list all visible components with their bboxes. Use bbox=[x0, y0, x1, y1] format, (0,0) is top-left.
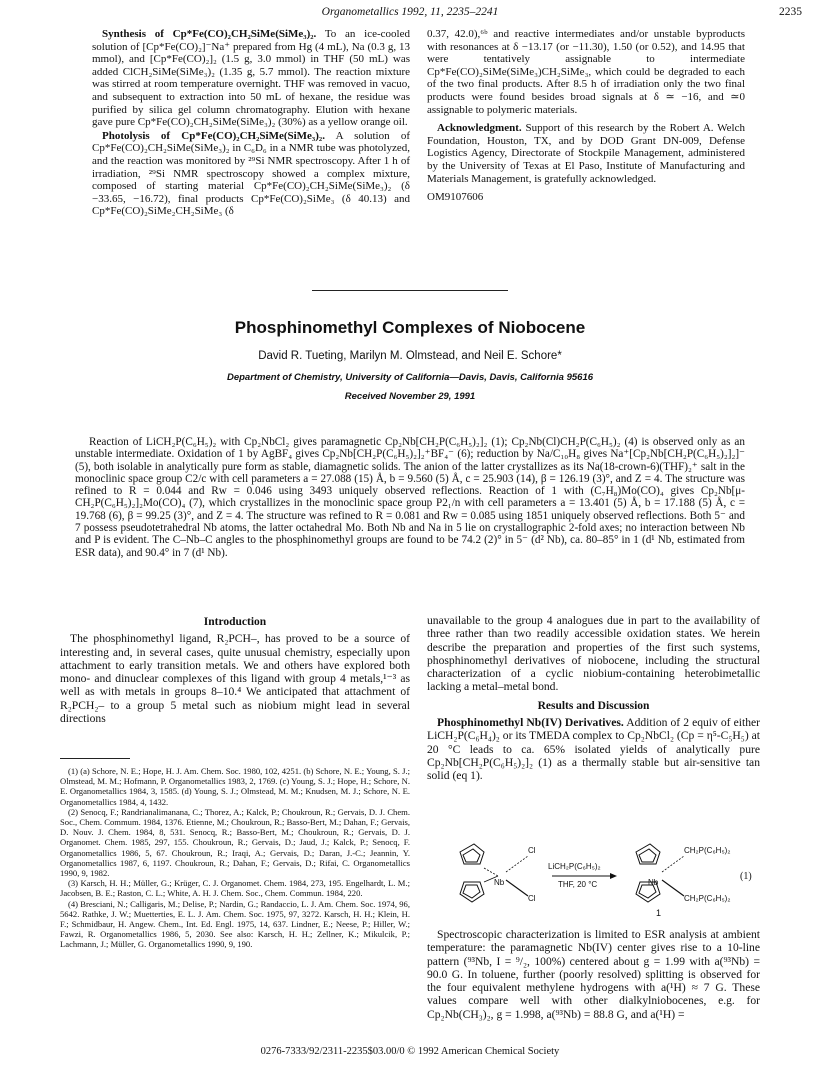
article-affiliation: Department of Chemistry, University of California—Davis, Davis, California 95616 bbox=[226, 372, 594, 383]
journal-citation: Organometallics 1992, 11, 2235–2241 bbox=[321, 6, 499, 18]
conditions-label: THF, 20 °C bbox=[558, 880, 598, 889]
equation-number: (1) bbox=[740, 871, 752, 882]
abstract-text: Reaction of LiCH₂P(C₆H₅)₂ with Cp₂NbCl₂ gives paramagnetic Cp₂Nb[CH₂P(C₆H₅)₂]₂ (1); Cp₂Nb(Cl)CH₂P(C₆H₅)₂ (4) is observed only as an unstable intermediate. Oxidation of 1 by AgBF₄ gives Cp₂Nb[CH₂P(C₆H₅)₂]₂⁺BF₄⁻ (6); reduction by Na/C₁₀H₈ gives Na⁺[Cp₂Nb[CH₂P(C₆H₅)₂]₂]⁻ (5), both isolable in analytically pure form as stable, diamagnetic solids. The anion of the latter crystallizes as its Na(18-crown-6)(THF)₂⁺ salt in the monoclinic space group C2/c with cell parameters a = 27.088 (15) Å, b = 9.560 (5) Å, c = 25.903 (14), β = 126.19 (3)°, and Z = 4. The structure was refined to R = 0.044 and Rw = 0.046 using 3493 uniquely observed reflections. Reaction of 1 with (C₇H₈)Mo(CO)₄ gives Cp₂Nb[μ-CH₂P(C₆H₅)₂]₂Mo(CO)₄ (7), which crystallizes in the monoclinic space group P2₁/n with cell parameters a = 13.401 (5) Å, b = 17.188 (5) Å, c = 19.768 (6), β = 99.25 (3)°, and Z = 4. The structure was refined to R = 0.081 and Rw = 0.085 using 1851 uniquely observed reflections. Both 5⁻ and 7 possess pseudotetrahedral Nb atoms, the latter octahedral Mo. Both Nb and Na in 5 lie on crystallographic 2-fold axes; no interaction between Nb and P is evident. The C–Nb–C angles to the phosphinomethyl groups are found to be 74.2 (2)° in 5⁻ (d² Nb), ca. 80–85° in 1 (d¹ Nb, estimated from ESR data), and 90.4° in 7 (d¹ Nb). bbox=[75, 436, 745, 559]
compound-number: 1 bbox=[656, 908, 662, 918]
introduction-heading: Introduction bbox=[203, 616, 267, 628]
reaction-scheme bbox=[440, 838, 760, 920]
footnote: (2) Senocq, F.; Randrianalimanana, C.; Thorez, A.; Kalck, P.; Choukroun, R.; Gervais, D. J. Chem. Soc., Chem. Commum. 1984, 1376. Etienne, M.; Choukroun, R.; Basso-Bert, M.; Dahan, F.; Gervais, D. Nouv. J. Chem. 1984, 8, 531. Senocq, R.; Basso-Bert, M.; Choukroun, R.; Gervais, D. J. Organomet. Chem. 1985, 297, 155. Choukroun, R.; Gervais, D.; Jaud, J.; Kalck, P.; Senocq, F. Organometallics 1986, 5, 67. Choukroun, R.; Iraqi, A.; Gervais, D.; Daran, J.-C.; Jeannin, Y. Organometallics 1987, 6, 1197. Choukroun, R.; Dahan, F.; Gervais, D.; Rifai, C. Organometallics 1990, 9, 1982. bbox=[60, 806, 410, 879]
page-footer: 0276-7333/92/2311-2235$03.00/0 © 1992 American Chemical Society bbox=[260, 1046, 560, 1057]
right-cp-ring-top bbox=[636, 844, 660, 864]
footnote: (4) Bresciani, N.; Calligaris, M.; Delise, P.; Nardin, G.; Randaccio, L. J. Am. Chem. Soc. 1974, 96, 5642. Rathke, J. W.; Muetterties, E. L. J. Am. Chem. Soc. 1975, 97, 3272. Karsch, H. H.; Klein, H. F.; Schmidbaur, H. Angew. Chem., Int. Ed. Engl. 1975, 14, 637. Lindner, E.; Neese, P.; Hiller, W.; Fawzi, R. Organometallics 1986, 5, 2030. See also: Karsch, H. H.; Zellner, K.; Mikulcik, P.; Lachmann, J.; Müller, G. Organometallics 1990, 9, 190. bbox=[60, 898, 410, 950]
niobium-label-right: Nb bbox=[648, 878, 659, 887]
introduction-text: The phosphinomethyl ligand, R₂PCH–, has proved to be a source of interesting and, in several cases, quite unusual chemistry, especially upon attachment to early transition metals. We and others have explored both mono- and dinuclear complexes of this ligand with group 4 metals,¹⁻³ as well as with metals in groups 8–10.⁴ We anticipated that attachment of R₂PCH₂– to a group 5 metal such as niobium might lead in several directions bbox=[60, 632, 410, 726]
results-column bbox=[427, 614, 760, 784]
abstract bbox=[75, 436, 745, 559]
left-cp-ring-top bbox=[460, 844, 484, 864]
acknowledgment-text: Support of this research by the Robert A. Welch Foundation, Houston, TX, and by DOD Grant DN-009, Defense Logistics Agency, Directorate of Stockpile Management, administered by the University of Texas at El Paso, Institute of Manufacturing and Materials Management, is gratefully acknowledged. bbox=[427, 122, 745, 185]
paragraph: To an ice-cooled solution of [Cp*Fe(CO)₂]⁻Na⁺ prepared from Hg (4 mL), Na (0.3 g, 13 mmol), and [Cp*Fe(CO)₂]₂ (1.5 g, 3.0 mmol) in THF (50 mL) was added ClCH₂SiMe(SiMe₃)₂ (1.35 g, 5.7 mmol). The reaction mixture was stirred at room temperature overnight. THF was removed in vacuo, and subsequent to extraction into 50 mL of hexane, the residue was purified by silica gel column chromatography. Elution with hexane gave pure Cp*Fe(CO)₂CH₂SiMe(SiMe₃)₂ (30%) as a yellow orange oil. bbox=[92, 28, 410, 129]
footnote: (1) (a) Schore, N. E.; Hope, H. J. Am. Chem. Soc. 1980, 102, 4251. (b) Schore, N. E.; Young, S. J.; Olmstead, M. M.; Hofmann, P. Organometallics 1983, 2, 1769. (c) Young, S. J.; Hope, H.; Schore, N. E. Organometallics 1984, 3, 1585. (d) Young, S. J.; Olmstead, M. M.; Knudsen, M. J.; Schore, N. E. Organometallics 1984, 4, 1432. bbox=[60, 766, 410, 807]
footnote-rule bbox=[60, 758, 130, 759]
esr-paragraph-block bbox=[427, 928, 760, 1022]
phosphinomethyl-label-top: CH₂P(C₆H₅)₂ bbox=[684, 846, 731, 855]
previous-article-left-column bbox=[92, 28, 410, 219]
article-title: Phosphinomethyl Complexes of Niobocene bbox=[234, 318, 586, 337]
section-run-in: Synthesis of Cp*Fe(CO)₂CH₂SiMe(SiMe₃)₂. bbox=[102, 28, 317, 40]
left-cp-ring-bottom bbox=[460, 882, 484, 902]
paragraph: 0.37, 42.0),⁶ᵇ and reactive intermediates and/or unstable byproducts with resonances at δ −13.17 (or −11.30), 1.50 (or 0.52), and 14.95 that were tentatively assignable to intermediate Cp*Fe(CO)₂SiMe(SiMe₃)CH₂SiMe₃, which could be degraded to each of the two final products. After 8.5 h of irradiation only the two final products were found besides broad signals at δ ≃ −16, and ≃0 assignable to polymeric materials. bbox=[427, 28, 745, 116]
subsection-run-in: Phosphinomethyl Nb(IV) Derivatives. bbox=[437, 716, 624, 730]
chloride-label-top: Cl bbox=[528, 846, 536, 855]
acknowledgment-heading: Acknowledgment. bbox=[437, 122, 522, 135]
running-head bbox=[0, 6, 820, 22]
niobium-label-left: Nb bbox=[494, 878, 505, 887]
manuscript-id: OM9107606 bbox=[427, 191, 484, 204]
previous-article-right-column bbox=[427, 28, 745, 205]
results-heading: Results and Discussion bbox=[537, 699, 650, 712]
paragraph: A solution of Cp*Fe(CO)₂CH₂SiMe(SiMe₃)₂ in C₆D₆ in a NMR tube was photolyzed, and the reaction was monitored by ²⁹Si NMR spectroscopy. After 1 h of irradiation, ²⁹Si NMR spectroscopy showed a complex mixture, composed of starting material Cp*Fe(CO)₂CH₂SiMe(SiMe₃)₂ (δ −33.65, −16.72), final products Cp*Fe(CO)₂SiMe₃ (δ 40.13) and Cp*Fe(CO)₂SiMe₂CH₂SiMe₃ (δ bbox=[92, 129, 410, 218]
chloride-label-bottom: Cl bbox=[528, 894, 536, 903]
footnotes bbox=[60, 766, 410, 950]
reagent-label: LiCH₂P(C₆H₅)₂ bbox=[548, 862, 601, 871]
results-text: Addition of 2 equiv of either LiCH₂P(C₆H₄)₂ or its TMEDA complex to Cp₂NbCl₂ (Cp = η⁵-C₅H₅) at 20 °C leads to ca. 65% isolated yields of analytically pure Cp₂Nb[CH₂P(C₆H₅)₂]₂ (1) as a thermally stable but air-sensitive tan solid (eq 1). bbox=[427, 716, 760, 783]
esr-paragraph: Spectroscopic characterization is limited to ESR analysis at ambient temperature: the paramagnetic Nb(IV) center gives rise to a 10-line pattern (⁹³Nb, I = ⁹/₂, 100%) centered about g = 1.99 with a(⁹³Nb) = 90.0 G. In toluene, further (poorly resolved) splitting is observed for the four equivalent methylene hydrogens with a(¹H) ≈ 7 G. These values compare well with other dialkylniobocenes, e.g. for Cp₂Nb(CH₃)₂, g = 1.998, a(⁹³Nb) = 88.8 G, and a(¹H) = bbox=[427, 928, 760, 1021]
article-separator bbox=[312, 290, 508, 291]
section-run-in: Photolysis of Cp*Fe(CO)₂CH₂SiMe(SiMe₃)₂. bbox=[102, 129, 325, 142]
page-number: 2235 bbox=[779, 6, 802, 18]
introduction-continued: unavailable to the group 4 analogues due in part to the availability of three rather than two readily accessible oxidation states. We herein describe the preparation and properties of the first such systems, phosphinomethyl derivatives of niobocene, including the structural characterization of a cyclic niobium-containing heterobimetallic lacking a metal–metal bond. bbox=[427, 614, 760, 694]
received-date: Received November 29, 1991 bbox=[344, 391, 476, 402]
footnote: (3) Karsch, H. H.; Müller, G.; Krüger, C. J. Organomet. Chem. 1984, 273, 195. Engelhardt, L. M.; Jacobsen, B. E.; Raston, C. L.; White, A. H. J. Chem. Soc., Chem. Commun. 1984, 220. bbox=[60, 878, 410, 899]
article-authors: David R. Tueting, Marilyn M. Olmstead, and Neil E. Schore* bbox=[258, 350, 562, 362]
introduction-column bbox=[60, 614, 410, 726]
phosphinomethyl-label-bottom: CH₂P(C₆H₅)₂ bbox=[684, 894, 731, 903]
